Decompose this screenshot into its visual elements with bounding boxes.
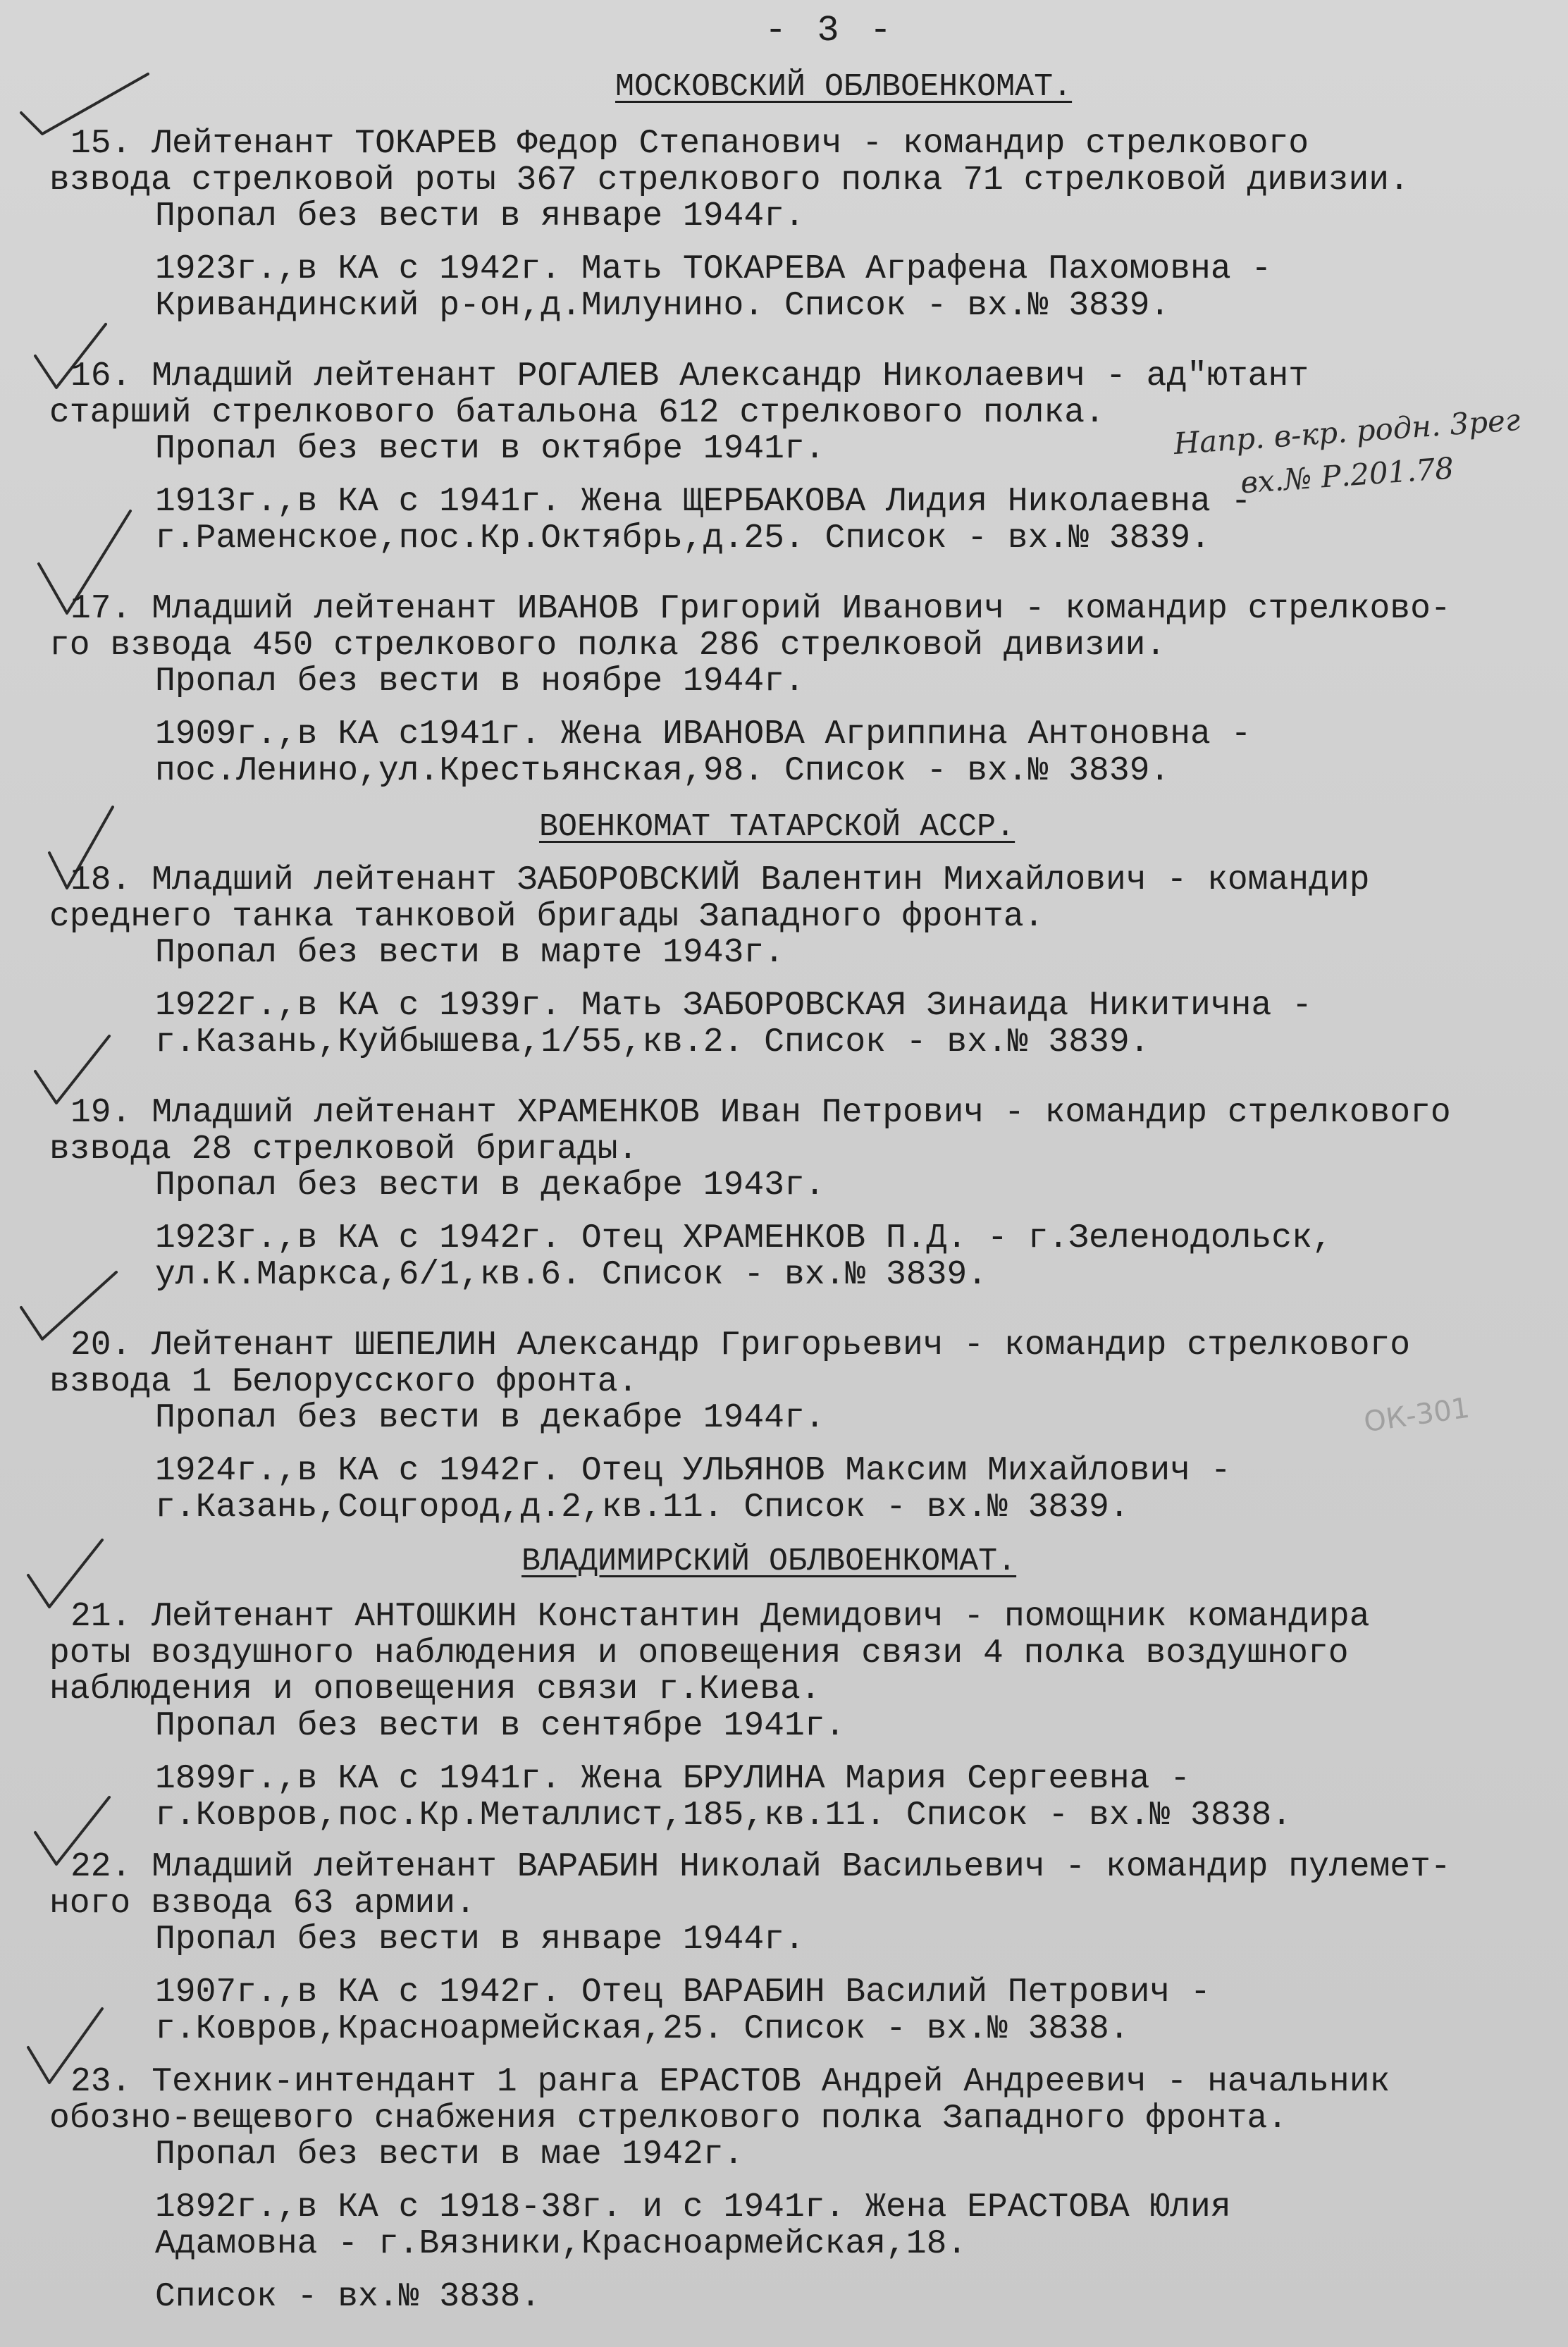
entry-22-line-4: 1907г.,в КА с 1942г. Отец ВАРАБИН Василий Петрович -	[155, 1973, 1211, 2012]
entry-17-line-4: 1909г.,в КА с1941г. Жена ИВАНОВА Агриппина Антоновна -	[155, 715, 1252, 753]
entry-15-line-2: взвода стрелковой роты 367 стрелкового полка 71 стрелковой дивизии.	[49, 161, 1409, 199]
entry-19-line-3: Пропал без вести в декабре 1943г.	[155, 1166, 825, 1205]
entry-21-line-1: 21. Лейтенант АНТОШКИН Константин Демидович - помощник командира	[70, 1598, 1370, 1636]
section-header-tatar: ВОЕНКОМАТ ТАТАРСКОЙ АССР.	[539, 809, 1016, 845]
entry-19-line-5: ул.К.Маркса,6/1,кв.6. Список - вх.№ 3839.	[155, 1256, 987, 1294]
entry-21-line-3: наблюдения и оповещения связи г.Киева.	[49, 1670, 821, 1708]
entry-18-line-5: г.Казань,Куйбышева,1/55,кв.2. Список - вх.№ 3839.	[155, 1023, 1150, 1061]
entry-21-line-6: г.Ковров,пос.Кр.Металлист,185,кв.11. Список - вх.№ 3838.	[155, 1797, 1292, 1835]
entry-22-line-1: 22. Младший лейтенант ВАРАБИН Николай Васильевич - командир пулемет-	[70, 1848, 1451, 1886]
entry-20-line-2: взвода 1 Белорусского фронта.	[49, 1363, 638, 1401]
entry-19-line-2: взвода 28 стрелковой бригады.	[49, 1131, 638, 1169]
entry-22-line-5: г.Ковров,Красноармейская,25. Список - вх.№ 3838.	[155, 2010, 1130, 2048]
entry-21-line-4: Пропал без вести в сентябре 1941г.	[155, 1707, 846, 1745]
faint-stamp: ОК-301	[1362, 1391, 1472, 1439]
entry-23-line-1: 23. Техник-интендант 1 ранга ЕРАСТОВ Андрей Андреевич - начальник	[70, 2063, 1390, 2101]
section-header-vladimir: ВЛАДИМИРСКИЙ ОБЛВОЕНКОМАТ.	[521, 1544, 1017, 1579]
entry-19-line-1: 19. Младший лейтенант ХРАМЕНКОВ Иван Петрович - командир стрелкового	[70, 1094, 1451, 1132]
entry-16-line-1: 16. Младший лейтенант РОГАЛЕВ Александр Николаевич - ад"ютант	[70, 357, 1309, 395]
entry-19-line-4: 1923г.,в КА с 1942г. Отец ХРАМЕНКОВ П.Д. - г.Зеленодольск,	[155, 1219, 1333, 1257]
entry-22-line-2: ного взвода 63 армии.	[49, 1885, 476, 1923]
entry-16-line-4: 1913г.,в КА с 1941г. Жена ЩЕРБАКОВА Лидия Николаевна -	[155, 483, 1252, 521]
entry-21-line-5: 1899г.,в КА с 1941г. Жена БРУЛИНА Мария Сергеевна -	[155, 1760, 1191, 1798]
entry-15-line-4: 1923г.,в КА с 1942г. Мать ТОКАРЕВА Аграфена Пахомовна -	[155, 250, 1272, 288]
entry-23-line-2: обозно-вещевого снабжения стрелкового полка Западного фронта.	[49, 2100, 1288, 2138]
entry-20-line-5: г.Казань,Соцгород,д.2,кв.11. Список - вх.№ 3839.	[155, 1489, 1130, 1527]
entry-15-line-1: 15. Лейтенант ТОКАРЕВ Федор Степанович - командир стрелкового	[70, 125, 1309, 163]
entry-15-line-3: Пропал без вести в январе 1944г.	[155, 197, 805, 235]
entry-18-line-2: среднего танка танковой бригады Западного фронта.	[49, 898, 1044, 936]
entry-23-line-5: Адамовна - г.Вязники,Красноармейская,18.	[155, 2225, 968, 2263]
entry-17-line-1: 17. Младший лейтенант ИВАНОВ Григорий Иванович - командир стрелково-	[70, 590, 1451, 628]
entry-16-line-5: г.Раменское,пос.Кр.Октябрь,д.25. Список - вх.№ 3839.	[155, 519, 1211, 558]
entry-18-line-4: 1922г.,в КА с 1939г. Мать ЗАБОРОВСКАЯ Зинаида Никитична -	[155, 987, 1312, 1025]
page-number: - 3 -	[765, 10, 896, 51]
entry-15-line-5: Кривандинский р-он,д.Милунино. Список - вх.№ 3839.	[155, 287, 1171, 325]
entry-23-line-6: Список - вх.№ 3838.	[155, 2278, 541, 2316]
entry-17-line-2: го взвода 450 стрелкового полка 286 стрелковой дивизии.	[49, 627, 1166, 665]
entry-22-line-3: Пропал без вести в январе 1944г.	[155, 1921, 805, 1959]
entry-16-line-2: старший стрелкового батальона 612 стрелкового полка.	[49, 394, 1105, 432]
entry-16-line-3: Пропал без вести в октябре 1941г.	[155, 430, 825, 468]
entry-20-line-4: 1924г.,в КА с 1942г. Отец УЛЬЯНОВ Максим Михайлович -	[155, 1452, 1231, 1490]
entry-18-line-3: Пропал без вести в марте 1943г.	[155, 934, 784, 972]
entry-17-line-5: пос.Ленино,ул.Крестьянская,98. Список - вх.№ 3839.	[155, 752, 1171, 790]
entry-21-line-2: роты воздушного наблюдения и оповещения связи 4 полка воздушного	[49, 1634, 1349, 1673]
handwritten-note-line-2: вх.№ Р.201.78	[1239, 450, 1455, 500]
section-header-moscow: МОСКОВСКИЙ ОБЛВОЕНКОМАТ.	[615, 69, 1073, 105]
entry-23-line-4: 1892г.,в КА с 1918-38г. и с 1941г. Жена ЕРАСТОВА Юлия	[155, 2188, 1231, 2226]
entry-18-line-1: 18. Младший лейтенант ЗАБОРОВСКИЙ Валентин Михайлович - командир	[70, 861, 1370, 899]
entry-17-line-3: Пропал без вести в ноябре 1944г.	[155, 663, 805, 701]
entry-20-line-3: Пропал без вести в декабре 1944г.	[155, 1399, 825, 1437]
entry-20-line-1: 20. Лейтенант ШЕПЕЛИН Александр Григорьевич - командир стрелкового	[70, 1326, 1411, 1365]
handwritten-note-line-1: Напр. в-кр. родн. 3рег	[1172, 402, 1521, 462]
entry-23-line-3: Пропал без вести в мае 1942г.	[155, 2136, 744, 2174]
